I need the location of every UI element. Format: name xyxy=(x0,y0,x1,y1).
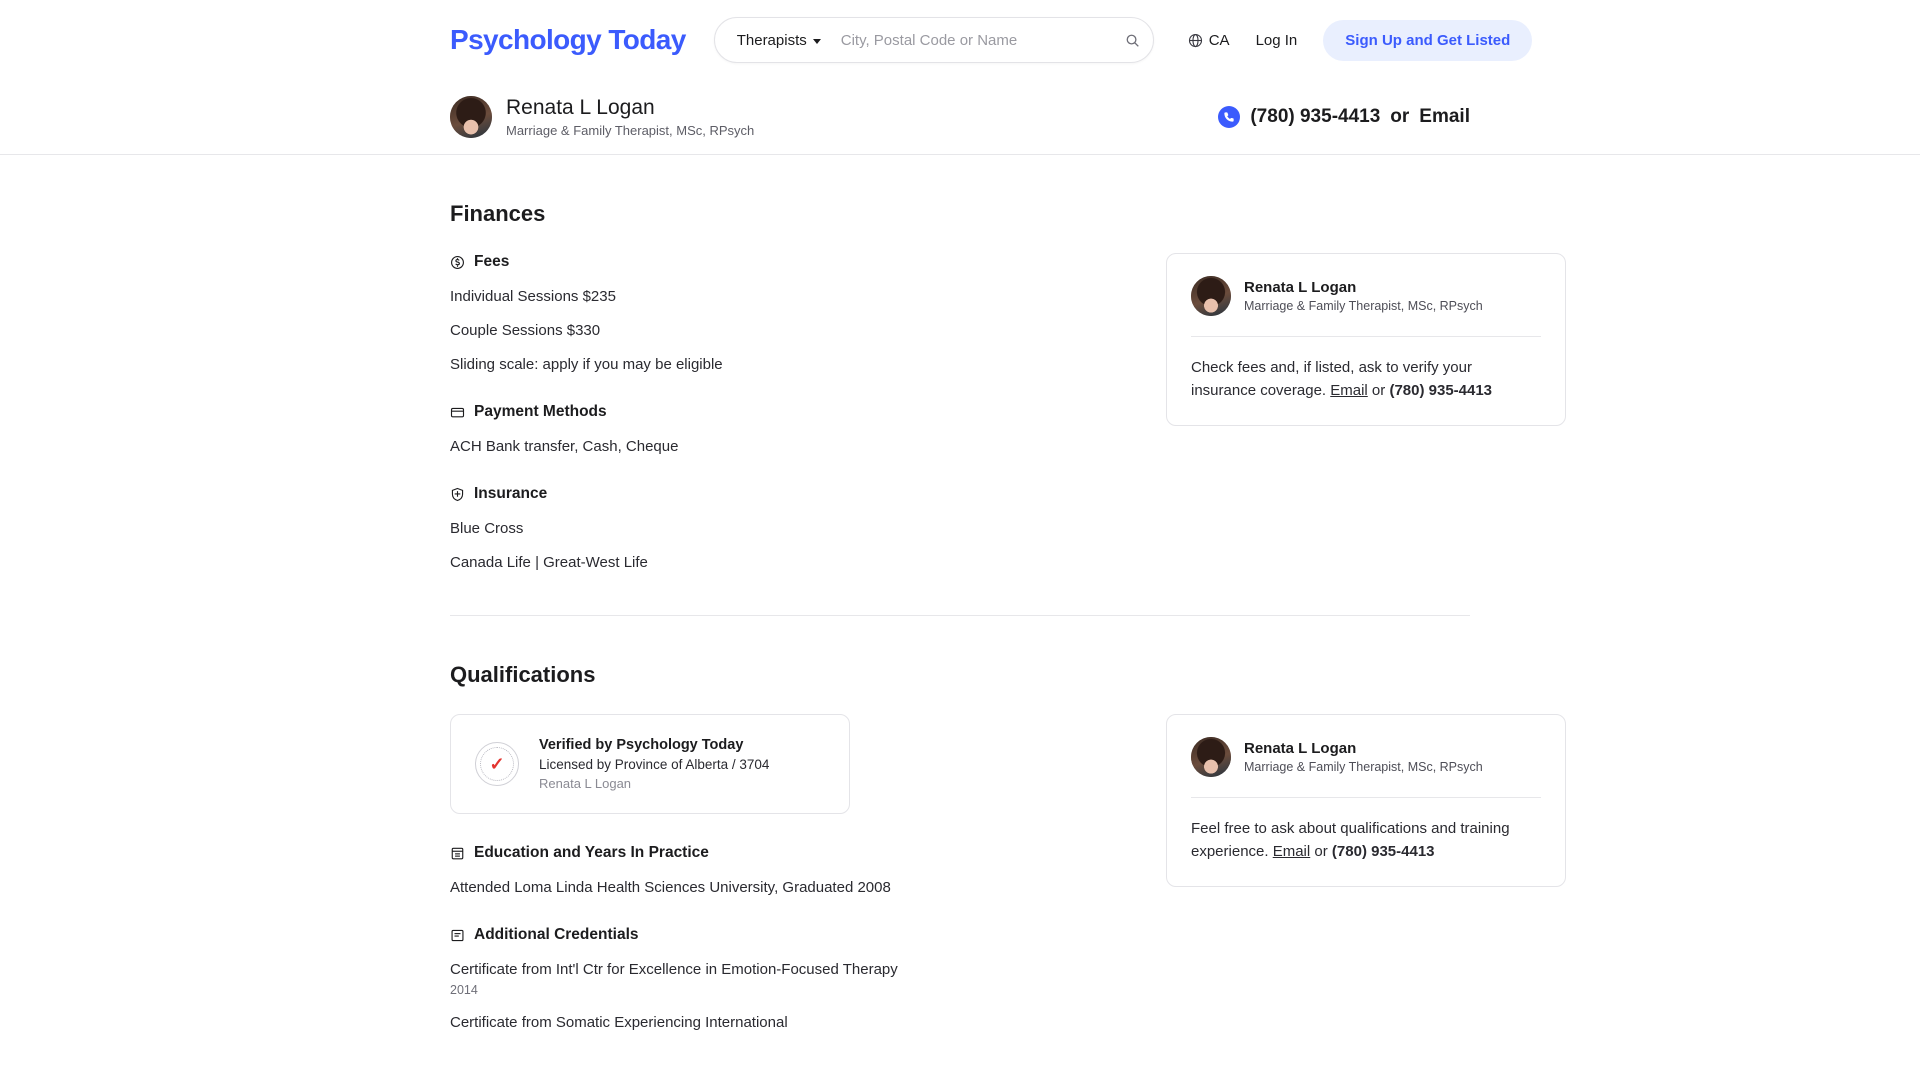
payment-methods-heading-label: Payment Methods xyxy=(474,403,607,420)
dollar-circle-icon xyxy=(450,255,465,270)
card-name: Renata L Logan xyxy=(1244,740,1357,757)
profile-name: Renata L Logan xyxy=(506,95,655,119)
verified-title: Verified by Psychology Today xyxy=(539,737,744,753)
profile-credentials: Marriage & Family Therapist, MSc, RPsych xyxy=(506,123,755,139)
card-or-text: or xyxy=(1310,843,1332,861)
additional-credentials-heading xyxy=(450,926,1090,944)
card-text: Feel free to ask about qualifications and training experience. xyxy=(1191,820,1510,861)
card-email-link[interactable]: Email xyxy=(1272,843,1311,861)
building-icon xyxy=(450,846,465,861)
check-icon: ✓ xyxy=(489,754,505,774)
credential-year: 2014 xyxy=(450,983,478,997)
card-credentials: Marriage & Family Therapist, MSc, RPsych xyxy=(1244,760,1483,774)
qualifications-contact-card xyxy=(1166,714,1566,887)
insurance-heading-label: Insurance xyxy=(474,485,548,502)
top-navigation xyxy=(0,0,1920,80)
education-heading-label: Education and Years In Practice xyxy=(474,844,709,861)
card-phone-link[interactable]: (780) 935-4413 xyxy=(1389,382,1493,400)
profile-identity[interactable] xyxy=(450,96,754,138)
globe-icon xyxy=(1188,33,1203,48)
insurance-line: Blue Cross xyxy=(450,520,524,537)
avatar xyxy=(1191,276,1231,316)
card-name: Renata L Logan xyxy=(1244,279,1357,296)
additional-credentials-group xyxy=(450,926,1090,1031)
main-content xyxy=(0,201,1920,1031)
insurance-heading xyxy=(450,485,1090,503)
search-category-label: Therapists xyxy=(736,31,807,49)
credential-line: Certificate from Int'l Ctr for Excellence in Emotion-Focused Therapy xyxy=(450,961,898,978)
card-icon xyxy=(450,405,465,420)
search-bar xyxy=(714,17,1154,63)
search-category-select[interactable] xyxy=(715,18,835,62)
card-identity xyxy=(1191,737,1541,777)
card-text: Check fees and, if listed, ask to verify your insurance coverage. xyxy=(1191,359,1472,400)
card-or-text: or xyxy=(1367,382,1390,400)
insurance-line: Canada Life | Great-West Life xyxy=(450,554,648,571)
search-icon xyxy=(1125,33,1140,48)
fees-heading-label: Fees xyxy=(474,253,510,270)
fees-line: Couple Sessions $330 xyxy=(450,322,601,339)
verified-badge-card xyxy=(450,714,850,814)
chevron-down-icon xyxy=(813,39,821,44)
avatar xyxy=(1191,737,1231,777)
card-body xyxy=(1191,356,1541,403)
site-logo[interactable]: Psychology Today xyxy=(450,24,686,55)
fees-group xyxy=(450,253,1090,373)
payment-methods-heading xyxy=(450,403,1090,421)
section-divider xyxy=(450,615,1470,616)
card-credentials: Marriage & Family Therapist, MSc, RPsych xyxy=(1244,299,1483,313)
country-label: CA xyxy=(1208,31,1230,49)
payment-methods-group xyxy=(450,403,1090,455)
payment-methods-line: ACH Bank transfer, Cash, Cheque xyxy=(450,438,679,455)
finances-section-title: Finances xyxy=(450,201,546,226)
finances-columns xyxy=(450,227,1493,571)
finances-left-column xyxy=(450,227,1090,571)
card-phone-link[interactable]: (780) 935-4413 xyxy=(1331,843,1435,861)
search-input[interactable] xyxy=(835,18,1113,62)
nav-right-group xyxy=(1188,20,1533,61)
qualifications-left-column xyxy=(450,688,1090,1031)
shield-icon xyxy=(450,487,465,502)
finances-side-card-column xyxy=(1166,227,1566,426)
profile-sticky-bar xyxy=(0,80,1920,155)
login-link[interactable]: Log In xyxy=(1255,31,1298,49)
profile-contact xyxy=(1218,106,1470,128)
profile-phone-link[interactable]: (780) 935-4413 xyxy=(1250,106,1381,127)
fees-heading xyxy=(450,253,1090,271)
education-line: Attended Loma Linda Health Sciences University, Graduated 2008 xyxy=(450,879,891,896)
credential-line: Certificate from Somatic Experiencing International xyxy=(450,1014,788,1031)
education-heading xyxy=(450,844,1090,862)
card-divider xyxy=(1191,797,1541,798)
qualifications-section-title: Qualifications xyxy=(450,662,596,687)
finances-contact-card xyxy=(1166,253,1566,426)
psychology-today-seal-icon xyxy=(475,742,519,786)
card-body xyxy=(1191,817,1541,864)
additional-credentials-heading-label: Additional Credentials xyxy=(474,926,639,943)
country-selector[interactable] xyxy=(1188,32,1230,49)
qualifications-columns xyxy=(450,688,1510,1031)
verified-name: Renata L Logan xyxy=(539,776,632,791)
fees-line: Individual Sessions $235 xyxy=(450,288,616,305)
avatar xyxy=(450,96,492,138)
card-divider xyxy=(1191,336,1541,337)
card-identity xyxy=(1191,276,1541,316)
search-button[interactable] xyxy=(1113,18,1153,62)
signup-button[interactable]: Sign Up and Get Listed xyxy=(1323,20,1532,61)
card-email-link[interactable]: Email xyxy=(1330,382,1368,400)
insurance-group xyxy=(450,485,1090,571)
fees-line: Sliding scale: apply if you may be eligible xyxy=(450,356,723,373)
profile-email-link[interactable]: Email xyxy=(1419,106,1470,127)
profile-or-text: or xyxy=(1390,106,1410,127)
qualifications-side-card-column xyxy=(1166,688,1566,887)
phone-icon xyxy=(1218,106,1240,128)
education-group xyxy=(450,844,1090,896)
verified-license: Licensed by Province of Alberta / 3704 xyxy=(539,757,770,772)
certificate-icon xyxy=(450,928,465,943)
